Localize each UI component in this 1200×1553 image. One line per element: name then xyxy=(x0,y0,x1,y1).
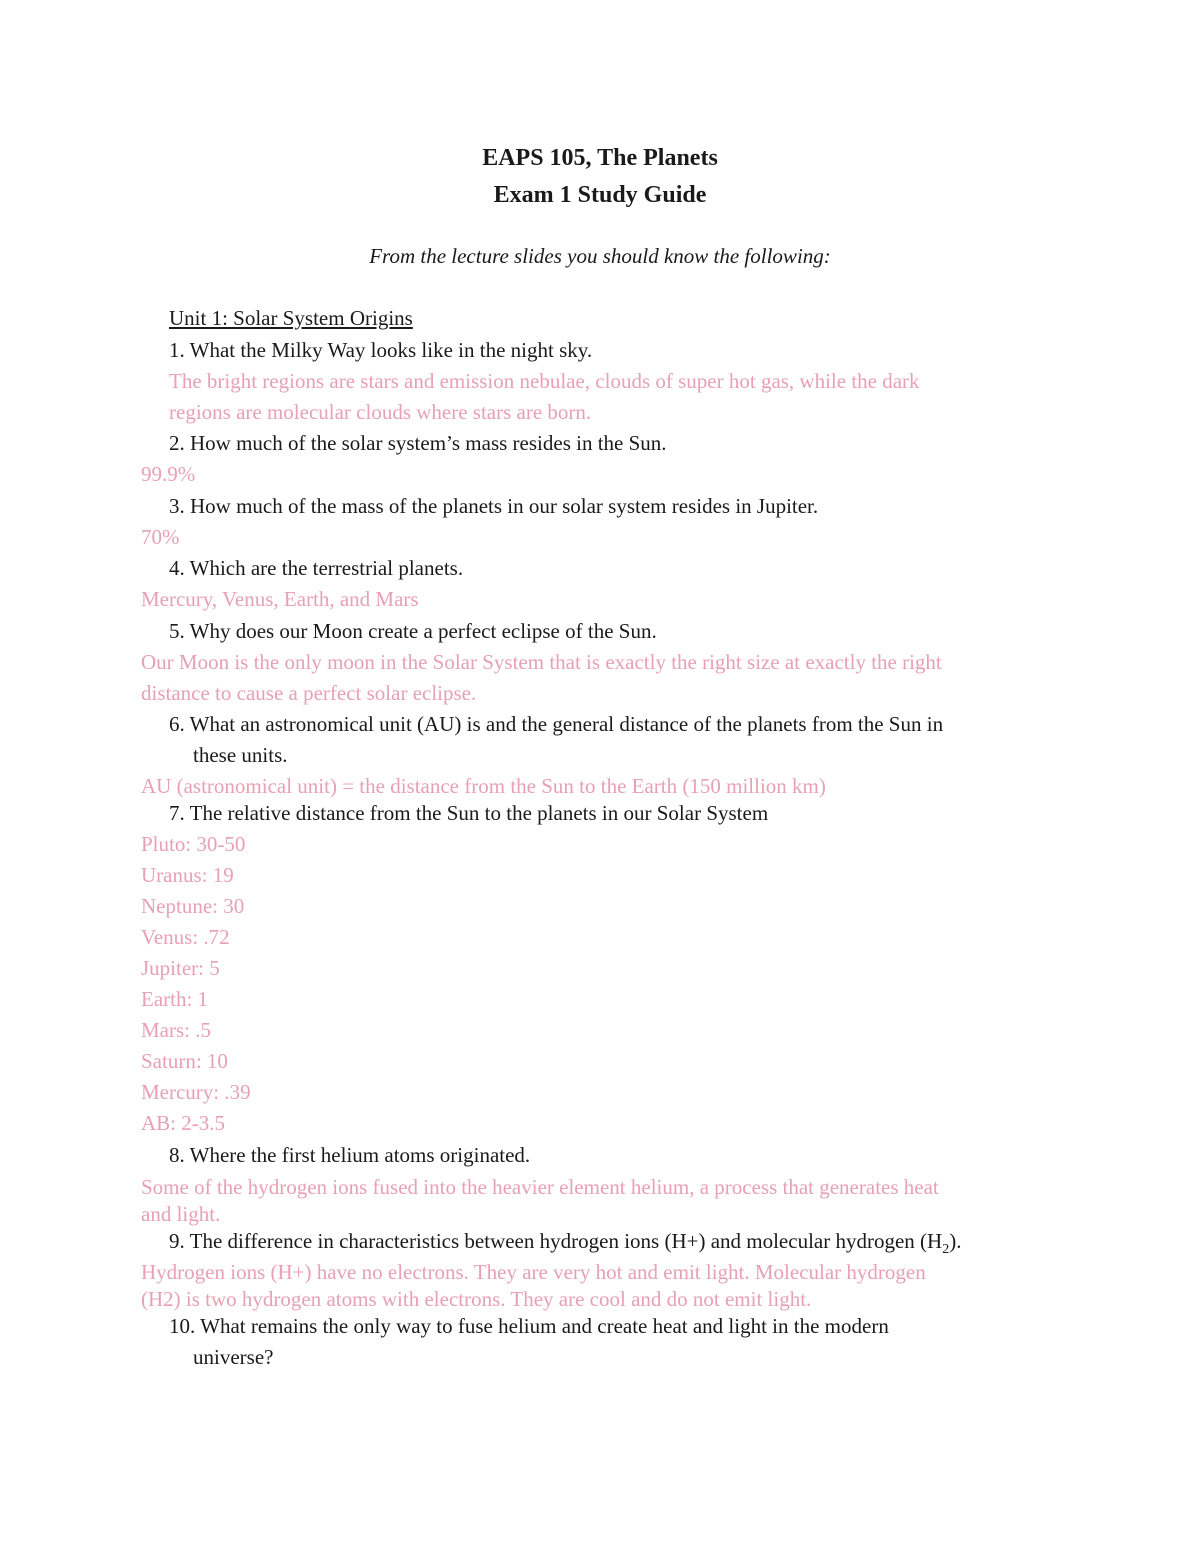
answer-8-line-1: Some of the hydrogen ions fused into the heavier element helium, a process that generates heat xyxy=(141,1175,939,1199)
question-5: 5. Why does our Moon create a perfect eclipse of the Sun. xyxy=(169,619,657,643)
answer-1-line-2: regions are molecular clouds where stars are born. xyxy=(169,400,592,424)
answer-7-item: Neptune: 30 xyxy=(141,894,245,918)
answer-9-line-2: (H2) is two hydrogen atoms with electrons. They are cool and do not emit light. xyxy=(141,1287,812,1311)
question-9-subscript: 2 xyxy=(942,1242,950,1258)
answer-7-item: Saturn: 10 xyxy=(141,1049,228,1073)
answer-1-line-1: The bright regions are stars and emission nebulae, clouds of super hot gas, while the dark xyxy=(169,369,920,393)
guide-title: Exam 1 Study Guide xyxy=(493,182,707,208)
answer-6: AU (astronomical unit) = the distance from the Sun to the Earth (150 million km) xyxy=(141,774,826,798)
answer-7-item: Earth: 1 xyxy=(141,987,209,1011)
answer-9-line-1: Hydrogen ions (H+) have no electrons. They are very hot and emit light. Molecular hydrogen xyxy=(141,1260,926,1284)
unit-heading: Unit 1: Solar System Origins xyxy=(169,306,413,330)
answer-4: Mercury, Venus, Earth, and Mars xyxy=(141,587,419,611)
answer-2: 99.9% xyxy=(141,462,196,486)
course-title: EAPS 105, The Planets xyxy=(482,145,718,171)
answer-7-item: Venus: .72 xyxy=(141,925,230,949)
question-8: 8. Where the first helium atoms originated. xyxy=(169,1143,531,1167)
answer-8-line-2: and light. xyxy=(141,1202,221,1226)
answer-7-item: Uranus: 19 xyxy=(141,863,234,887)
question-3: 3. How much of the mass of the planets in our solar system resides in Jupiter. xyxy=(169,494,819,518)
question-10-line-2: universe? xyxy=(193,1345,274,1369)
answer-3: 70% xyxy=(141,525,180,549)
question-2: 2. How much of the solar system’s mass resides in the Sun. xyxy=(169,431,667,455)
question-9-text: 9. The difference in characteristics between hydrogen ions (H+) and molecular hydrogen (H xyxy=(169,1229,943,1253)
answer-7-item: AB: 2-3.5 xyxy=(141,1111,225,1135)
question-6-line-2: these units. xyxy=(193,743,288,767)
answer-7-item: Mars: .5 xyxy=(141,1018,211,1042)
answer-5-line-1: Our Moon is the only moon in the Solar System that is exactly the right size at exactly the right xyxy=(141,650,942,674)
question-1: 1. What the Milky Way looks like in the night sky. xyxy=(169,338,593,362)
question-6-line-1: 6. What an astronomical unit (AU) is and the general distance of the planets from the Sun in xyxy=(169,712,944,736)
intro-text: From the lecture slides you should know the following: xyxy=(369,244,831,268)
answer-7-item: Pluto: 30-50 xyxy=(141,832,246,856)
answer-5-line-2: distance to cause a perfect solar eclipse. xyxy=(141,681,477,705)
question-9 xyxy=(169,1227,962,1258)
question-10-line-1: 10. What remains the only way to fuse helium and create heat and light in the modern xyxy=(169,1314,889,1338)
answer-7-item: Jupiter: 5 xyxy=(141,956,220,980)
question-9-end: ). xyxy=(949,1229,962,1253)
answer-7-item: Mercury: .39 xyxy=(141,1080,251,1104)
question-4: 4. Which are the terrestrial planets. xyxy=(169,556,464,580)
question-7: 7. The relative distance from the Sun to the planets in our Solar System xyxy=(169,801,769,825)
